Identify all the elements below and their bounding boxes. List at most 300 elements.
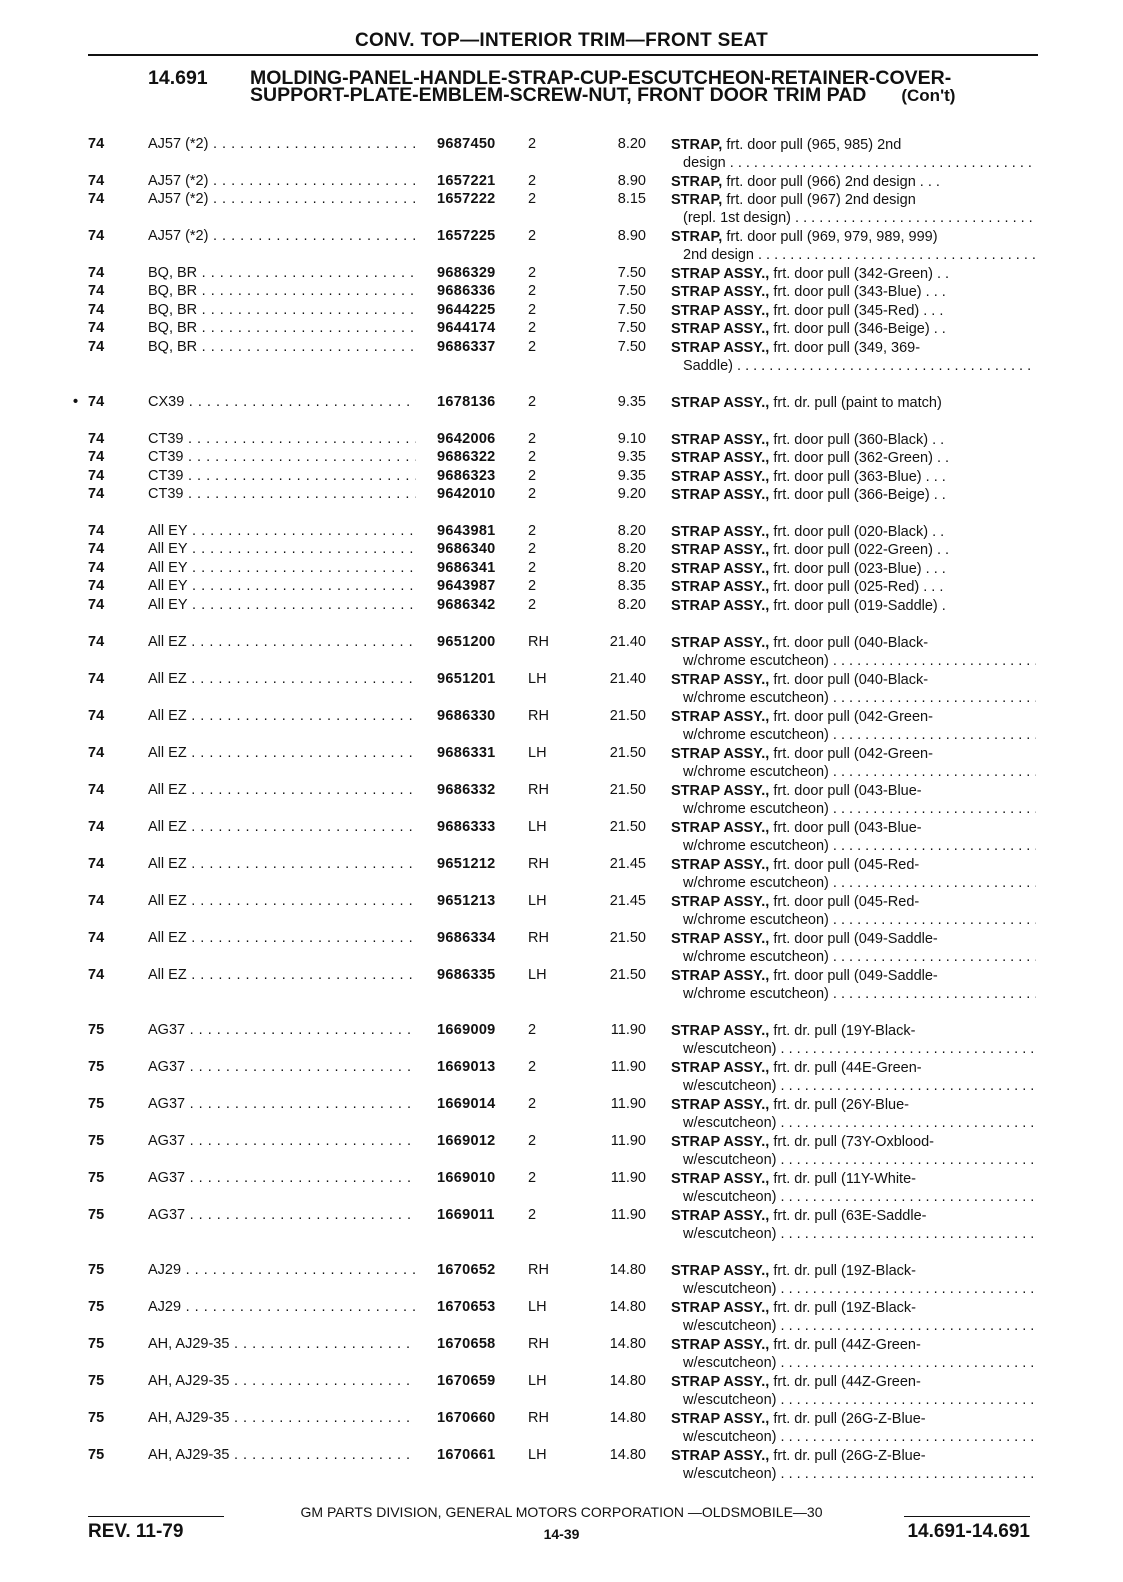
part-detail: frt. door pull (360-Black) . .	[773, 432, 945, 448]
price: 14.80	[609, 1447, 646, 1463]
table-row	[0, 1207, 1123, 1242]
part-name: STRAP ASSY.,	[671, 1171, 770, 1187]
part-number: 1657221	[437, 173, 496, 189]
price: 8.90	[617, 228, 646, 244]
part-name: STRAP ASSY.,	[671, 1023, 770, 1039]
description-line-2: w/chrome escutcheon) . . .	[671, 726, 1036, 744]
description	[671, 1447, 1036, 1483]
part-name: STRAP ASSY.,	[671, 1060, 770, 1076]
quantity: 2	[528, 1022, 537, 1038]
footer-revision: REV. 11-79	[88, 1521, 184, 1542]
description-line-2: w/escutcheon) . . .	[671, 1280, 1036, 1298]
description	[671, 1207, 1036, 1243]
part-number: 9686334	[437, 930, 496, 946]
part-number: 9643987	[437, 578, 496, 594]
model-usage: All EY . . .	[148, 541, 416, 557]
quantity: 2	[528, 339, 537, 355]
table-row	[0, 856, 1123, 891]
price: 7.50	[617, 265, 646, 281]
price: 21.50	[609, 819, 646, 835]
description-line-1	[671, 893, 1036, 911]
model-usage: AG37 . . .	[148, 1170, 416, 1186]
description-line-1	[671, 136, 1036, 154]
quantity: 2	[528, 1170, 537, 1186]
description-line-2: w/chrome escutcheon) . . .	[671, 985, 1036, 1003]
part-detail: frt. dr. pull (44Z-Green-	[773, 1374, 921, 1390]
price: 21.45	[609, 856, 646, 872]
table-row	[0, 1299, 1123, 1334]
illustration-number: 74	[88, 560, 105, 576]
part-detail: frt. door pull (345-Red) . . .	[773, 303, 944, 319]
description-line-1	[671, 1133, 1036, 1151]
illustration-number: 74	[88, 394, 105, 410]
part-number: 9644225	[437, 302, 496, 318]
illustration-number: 74	[88, 541, 105, 557]
description-line-1	[671, 1207, 1036, 1225]
model-usage: AJ29 . . .	[148, 1262, 416, 1278]
part-detail: frt. dr. pull (19Z-Black-	[773, 1263, 916, 1279]
quantity: 2	[528, 136, 537, 152]
part-number: 9686329	[437, 265, 496, 281]
description-line-1	[671, 782, 1036, 800]
model-usage: AJ29 . . .	[148, 1299, 416, 1315]
part-number: 9686333	[437, 819, 496, 835]
model-usage: AH, AJ29-35 . . .	[148, 1336, 416, 1352]
table-row	[0, 431, 1123, 450]
description	[671, 930, 1036, 966]
model-usage: BQ, BR . . .	[148, 339, 416, 355]
table-row	[0, 283, 1123, 302]
description-line-2: w/chrome escutcheon) . . .	[671, 763, 1036, 781]
illustration-number: 74	[88, 967, 105, 983]
table-row	[0, 265, 1123, 284]
table-row	[0, 597, 1123, 616]
part-detail: frt. door pull (019-Saddle) .	[773, 598, 946, 614]
price: 9.35	[617, 468, 646, 484]
description-line-1	[671, 320, 1036, 338]
table-row	[0, 394, 1123, 413]
illustration-number: 74	[88, 671, 105, 687]
illustration-number: 74	[88, 634, 105, 650]
illustration-number: 74	[88, 136, 105, 152]
table-row	[0, 1133, 1123, 1168]
model-usage: All EZ . . .	[148, 930, 416, 946]
table-row	[0, 634, 1123, 669]
quantity: 2	[528, 283, 537, 299]
description-line-1	[671, 1336, 1036, 1354]
table-row	[0, 893, 1123, 928]
part-detail: frt. dr. pull (paint to match)	[773, 395, 942, 411]
description	[671, 1022, 1036, 1058]
description-line-2: w/chrome escutcheon) . . .	[671, 652, 1036, 670]
description-line-1	[671, 486, 1036, 504]
quantity: RH	[528, 1410, 549, 1426]
description-line-2: w/chrome escutcheon) . . .	[671, 948, 1036, 966]
description	[671, 468, 1036, 486]
description-line-2: w/chrome escutcheon) . . .	[671, 874, 1036, 892]
quantity: 2	[528, 320, 537, 336]
illustration-number: 74	[88, 468, 105, 484]
part-number: 9686330	[437, 708, 496, 724]
description	[671, 856, 1036, 892]
illustration-number: 74	[88, 302, 105, 318]
price: 7.50	[617, 339, 646, 355]
model-usage: AH, AJ29-35 . . .	[148, 1373, 416, 1389]
illustration-number: 74	[88, 265, 105, 281]
part-detail: frt. door pull (025-Red) . . .	[773, 579, 944, 595]
description	[671, 486, 1036, 504]
model-usage: CT39 . . .	[148, 449, 416, 465]
quantity: 2	[528, 449, 537, 465]
part-name: STRAP ASSY.,	[671, 469, 770, 485]
price: 9.10	[617, 431, 646, 447]
illustration-number: 75	[88, 1133, 105, 1149]
table-row	[0, 468, 1123, 487]
description-line-2: Saddle) . . .	[671, 357, 1036, 375]
part-number: 9686342	[437, 597, 496, 613]
part-number: 9686335	[437, 967, 496, 983]
part-detail: frt. door pull (023-Blue) . . .	[773, 561, 946, 577]
illustration-number: 74	[88, 339, 105, 355]
illustration-number: 75	[88, 1207, 105, 1223]
description-line-1	[671, 283, 1036, 301]
description	[671, 634, 1036, 670]
table-row	[0, 1373, 1123, 1408]
section-title: MOLDING-PANEL-HANDLE-STRAP-CUP-ESCUTCHEON-RETAINER-COVER-SUPPORT-PLATE-EMBLEM-SCREW-NUT, FRONT DOOR TRIM PAD	[250, 67, 952, 106]
price: 7.50	[617, 283, 646, 299]
description-line-1	[671, 541, 1036, 559]
part-detail: frt. door pull (049-Saddle-	[773, 968, 938, 984]
description	[671, 449, 1036, 467]
description	[671, 1373, 1036, 1409]
price: 11.90	[610, 1170, 646, 1186]
illustration-number: 74	[88, 930, 105, 946]
description-line-2: w/escutcheon) . . .	[671, 1354, 1036, 1372]
quantity: 2	[528, 1059, 537, 1075]
illustration-number: 74	[88, 283, 105, 299]
table-row	[0, 449, 1123, 468]
description	[671, 523, 1036, 541]
description-line-1	[671, 856, 1036, 874]
table-row	[0, 228, 1123, 263]
description	[671, 1133, 1036, 1169]
description-line-1	[671, 1410, 1036, 1428]
part-name: STRAP ASSY.,	[671, 709, 770, 725]
quantity: RH	[528, 708, 549, 724]
model-usage: AJ57 (*2) . . .	[148, 136, 416, 152]
description	[671, 283, 1036, 301]
description-line-1	[671, 578, 1036, 596]
price: 21.40	[609, 634, 646, 650]
description-line-2: w/escutcheon) . . .	[671, 1428, 1036, 1446]
part-number: 9686340	[437, 541, 496, 557]
price: 21.50	[609, 782, 646, 798]
quantity: 2	[528, 597, 537, 613]
model-usage: BQ, BR . . .	[148, 320, 416, 336]
illustration-number: 75	[88, 1022, 105, 1038]
part-name: STRAP ASSY.,	[671, 1208, 770, 1224]
description	[671, 819, 1036, 855]
part-number: 1670661	[437, 1447, 496, 1463]
description	[671, 173, 1036, 191]
description	[671, 1059, 1036, 1095]
price: 11.90	[610, 1207, 646, 1223]
quantity: 2	[528, 191, 537, 207]
quantity: 2	[528, 265, 537, 281]
description-line-2: design . . .	[671, 154, 1036, 172]
table-row	[0, 1059, 1123, 1094]
description	[671, 394, 1036, 412]
description-line-1	[671, 265, 1036, 283]
part-name: STRAP ASSY.,	[671, 1300, 770, 1316]
illustration-number: 75	[88, 1170, 105, 1186]
model-usage: All EZ . . .	[148, 745, 416, 761]
illustration-number: 74	[88, 597, 105, 613]
illustration-number: 75	[88, 1336, 105, 1352]
description-line-1	[671, 449, 1036, 467]
description	[671, 708, 1036, 744]
model-usage: All EZ . . .	[148, 893, 416, 909]
part-detail: frt. door pull (042-Green-	[773, 709, 933, 725]
model-usage: AH, AJ29-35 . . .	[148, 1447, 416, 1463]
description-line-1	[671, 1059, 1036, 1077]
description-line-2: w/chrome escutcheon) . . .	[671, 911, 1036, 929]
part-number: 9642006	[437, 431, 496, 447]
description-line-1	[671, 560, 1036, 578]
table-row	[0, 560, 1123, 579]
description-line-1	[671, 671, 1036, 689]
part-detail: frt. door pull (349, 369-	[773, 340, 921, 356]
part-detail: frt. door pull (043-Blue-	[773, 820, 922, 836]
price: 7.50	[617, 320, 646, 336]
model-usage: CT39 . . .	[148, 431, 416, 447]
part-name: STRAP ASSY.,	[671, 284, 770, 300]
quantity: LH	[528, 1447, 547, 1463]
part-number: 9642010	[437, 486, 496, 502]
model-usage: All EY . . .	[148, 523, 416, 539]
price: 11.90	[610, 1096, 646, 1112]
description	[671, 745, 1036, 781]
description	[671, 1170, 1036, 1206]
quantity: LH	[528, 819, 547, 835]
table-row	[0, 541, 1123, 560]
quantity: RH	[528, 930, 549, 946]
description-line-1	[671, 173, 1036, 191]
part-name: STRAP,	[671, 229, 723, 245]
description	[671, 1336, 1036, 1372]
table-row	[0, 671, 1123, 706]
part-number: 1669013	[437, 1059, 496, 1075]
part-number: 9686336	[437, 283, 496, 299]
part-number: 9651200	[437, 634, 496, 650]
description-line-1	[671, 819, 1036, 837]
price: 21.50	[609, 708, 646, 724]
part-detail: frt. dr. pull (11Y-White-	[773, 1171, 916, 1187]
description	[671, 967, 1036, 1003]
part-name: STRAP ASSY.,	[671, 968, 770, 984]
part-detail: frt. door pull (045-Red-	[773, 894, 920, 910]
section-title-block	[250, 67, 990, 106]
part-name: STRAP ASSY.,	[671, 395, 770, 411]
illustration-number: 74	[88, 708, 105, 724]
description-line-1	[671, 1447, 1036, 1465]
quantity: 2	[528, 1096, 537, 1112]
part-name: STRAP ASSY.,	[671, 1374, 770, 1390]
new-item-marker: •	[73, 394, 79, 410]
description-line-2: w/escutcheon) . . .	[671, 1040, 1036, 1058]
part-number: 9686332	[437, 782, 496, 798]
part-name: STRAP,	[671, 137, 723, 153]
part-number: 9651201	[437, 671, 496, 687]
description-line-2: w/escutcheon) . . .	[671, 1114, 1036, 1132]
part-number: 9686322	[437, 449, 496, 465]
part-detail: frt. door pull (969, 979, 989, 999)	[726, 229, 938, 245]
part-number: 1670660	[437, 1410, 496, 1426]
part-detail: frt. door pull (965, 985) 2nd	[726, 137, 902, 153]
description-line-1	[671, 1373, 1036, 1391]
model-usage: All EZ . . .	[148, 634, 416, 650]
price: 8.20	[617, 597, 646, 613]
quantity: 2	[528, 431, 537, 447]
part-detail: frt. dr. pull (44E-Green-	[773, 1060, 922, 1076]
part-detail: frt. dr. pull (26Y-Blue-	[773, 1097, 910, 1113]
description-line-2: w/escutcheon) . . .	[671, 1151, 1036, 1169]
price: 7.50	[617, 302, 646, 318]
part-number: 1670652	[437, 1262, 496, 1278]
table-row	[0, 1096, 1123, 1131]
part-detail: frt. door pull (040-Black-	[773, 635, 929, 651]
quantity: RH	[528, 634, 549, 650]
illustration-number: 74	[88, 523, 105, 539]
part-name: STRAP,	[671, 192, 723, 208]
description-line-2: w/escutcheon) . . .	[671, 1077, 1036, 1095]
footer-section-range: 14.691-14.691	[907, 1521, 1030, 1542]
description	[671, 302, 1036, 320]
quantity: LH	[528, 893, 547, 909]
table-row	[0, 1262, 1123, 1297]
illustration-number: 74	[88, 191, 105, 207]
description	[671, 1262, 1036, 1298]
part-number: 9643981	[437, 523, 496, 539]
model-usage: AG37 . . .	[148, 1096, 416, 1112]
description-line-1	[671, 1022, 1036, 1040]
section-number: 14.691	[148, 67, 208, 89]
part-detail: frt. door pull (362-Green) . .	[773, 450, 950, 466]
description	[671, 560, 1036, 578]
description-line-2: w/escutcheon) . . .	[671, 1225, 1036, 1243]
part-number: 1669010	[437, 1170, 496, 1186]
description-line-1	[671, 302, 1036, 320]
quantity: 2	[528, 486, 537, 502]
part-number: 9686341	[437, 560, 496, 576]
table-row	[0, 173, 1123, 192]
table-row	[0, 486, 1123, 505]
part-name: STRAP ASSY.,	[671, 857, 770, 873]
description-line-1	[671, 930, 1036, 948]
table-row	[0, 1336, 1123, 1371]
quantity: RH	[528, 782, 549, 798]
price: 11.90	[610, 1133, 646, 1149]
quantity: 2	[528, 468, 537, 484]
price: 11.90	[610, 1059, 646, 1075]
part-detail: frt. door pull (967) 2nd design	[726, 192, 916, 208]
description-line-1	[671, 1096, 1036, 1114]
description	[671, 228, 1036, 264]
description-line-1	[671, 1170, 1036, 1188]
model-usage: All EZ . . .	[148, 671, 416, 687]
description-line-1	[671, 708, 1036, 726]
price: 14.80	[609, 1262, 646, 1278]
price: 8.20	[617, 523, 646, 539]
description-line-2: w/chrome escutcheon) . . .	[671, 837, 1036, 855]
part-name: STRAP ASSY.,	[671, 303, 770, 319]
description-line-1	[671, 967, 1036, 985]
description-line-2: w/escutcheon) . . .	[671, 1465, 1036, 1483]
part-number: 1678136	[437, 394, 496, 410]
part-number: 9687450	[437, 136, 496, 152]
part-detail: frt. dr. pull (19Z-Black-	[773, 1300, 916, 1316]
description	[671, 191, 1036, 227]
illustration-number: 74	[88, 228, 105, 244]
quantity: LH	[528, 967, 547, 983]
part-name: STRAP ASSY.,	[671, 783, 770, 799]
quantity: 2	[528, 173, 537, 189]
description-line-1	[671, 1262, 1036, 1280]
model-usage: All EY . . .	[148, 597, 416, 613]
description-line-1	[671, 468, 1036, 486]
illustration-number: 74	[88, 893, 105, 909]
model-usage: AJ57 (*2) . . .	[148, 228, 416, 244]
part-number: 1670659	[437, 1373, 496, 1389]
illustration-number: 74	[88, 819, 105, 835]
model-usage: All EZ . . .	[148, 967, 416, 983]
part-number: 1669011	[437, 1207, 495, 1223]
description	[671, 136, 1036, 172]
description	[671, 265, 1036, 283]
description-line-1	[671, 191, 1036, 209]
model-usage: AG37 . . .	[148, 1207, 416, 1223]
illustration-number: 75	[88, 1096, 105, 1112]
part-number: 1669009	[437, 1022, 496, 1038]
model-usage: AG37 . . .	[148, 1059, 416, 1075]
quantity: RH	[528, 1262, 549, 1278]
description-line-2: w/escutcheon) . . .	[671, 1391, 1036, 1409]
part-detail: frt. door pull (042-Green-	[773, 746, 933, 762]
part-detail: frt. dr. pull (44Z-Green-	[773, 1337, 921, 1353]
part-name: STRAP ASSY.,	[671, 1097, 770, 1113]
footer-publisher: GM PARTS DIVISION, GENERAL MOTORS CORPORATION —OLDSMOBILE—30	[300, 1504, 823, 1520]
quantity: 2	[528, 541, 537, 557]
model-usage: BQ, BR . . .	[148, 283, 416, 299]
description	[671, 541, 1036, 559]
price: 14.80	[609, 1373, 646, 1389]
illustration-number: 74	[88, 173, 105, 189]
table-row	[0, 339, 1123, 374]
illustration-number: 75	[88, 1410, 105, 1426]
illustration-number: 74	[88, 782, 105, 798]
illustration-number: 74	[88, 320, 105, 336]
description	[671, 671, 1036, 707]
illustration-number: 75	[88, 1262, 105, 1278]
part-name: STRAP ASSY.,	[671, 487, 770, 503]
section-continued: (Con't)	[901, 86, 956, 105]
part-detail: frt. door pull (343-Blue) . . .	[773, 284, 946, 300]
table-row	[0, 1022, 1123, 1057]
part-name: STRAP ASSY.,	[671, 820, 770, 836]
description-line-1	[671, 523, 1036, 541]
description	[671, 893, 1036, 929]
part-name: STRAP ASSY.,	[671, 672, 770, 688]
